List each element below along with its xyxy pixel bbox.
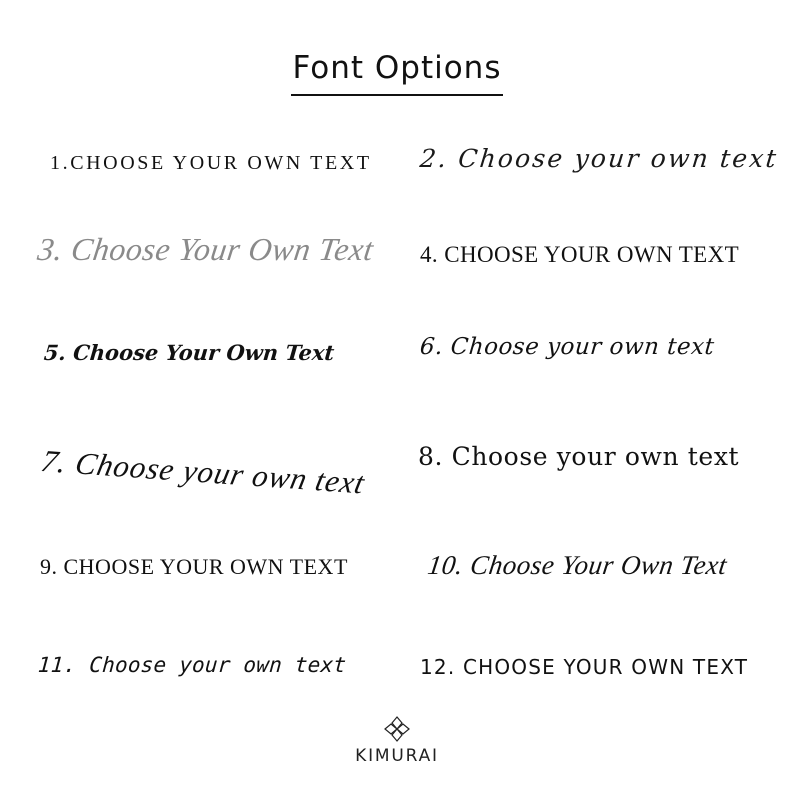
brand-logo	[0, 716, 794, 766]
font-option-1: 1.CHOOSE YOUR OWN TEXT	[50, 152, 372, 174]
font-option-5: 5. Choose Your Own Text	[42, 340, 336, 365]
font-option-6: 6. Choose your own text	[418, 334, 716, 360]
font-option-7: 7. Choose your own text	[38, 443, 369, 501]
font-option-9: 9. CHOOSE YOUR OWN TEXT	[40, 554, 348, 579]
font-option-12: 12. CHOOSE YOUR OWN TEXT	[420, 655, 749, 679]
page-title	[0, 44, 794, 96]
flower-diamond-icon	[384, 716, 410, 742]
font-option-2: 2. Choose your own text	[418, 144, 780, 173]
font-option-10: 10. Choose Your Own Text	[425, 550, 729, 580]
page-title-text: Font Options	[291, 44, 504, 96]
font-option-8: 8. Choose your own text	[418, 442, 740, 471]
font-option-4: 4. CHOOSE YOUR OWN TEXT	[420, 242, 740, 267]
font-option-3: 3. Choose Your Own Text	[35, 231, 376, 267]
brand-name: KIMURAI	[355, 746, 439, 766]
font-option-11: 11. Choose your own text	[37, 653, 348, 677]
